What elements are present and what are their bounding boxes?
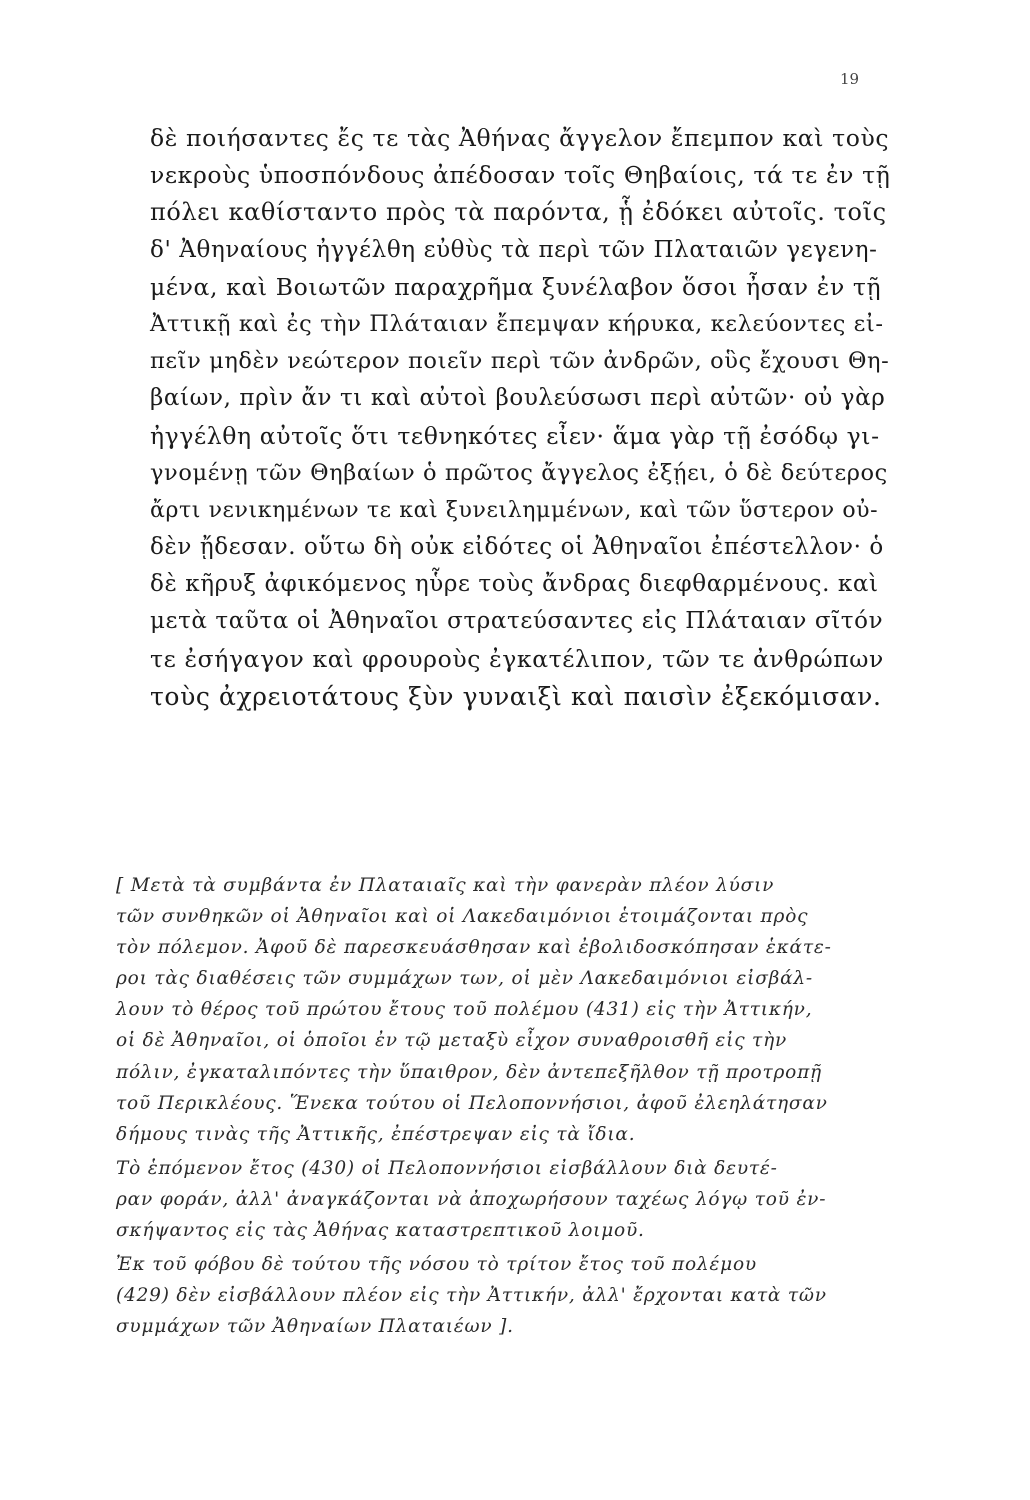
commentary-section (116, 870, 916, 1342)
commentary-line: [ Μετὰ τὰ συμβάντα ἐν Πλαταιαῖς καὶ τὴν φανερὰν πλέον λύσιν (116, 875, 775, 896)
main-text-line: βαίων, πρὶν ἄν τι καὶ αὐτοὶ βουλεύσωσι περὶ αὐτῶν· οὐ γὰρ (150, 385, 886, 412)
commentary-line: τῶν συνθηκῶν οἱ Ἀθηναῖοι καὶ οἱ Λακεδαιμόνιοι ἑτοιμάζονται πρὸς (116, 906, 809, 928)
commentary-line: Τὸ ἑπόμενον ἔτος (430) οἱ Πελοποννήσιοι εἰσβάλλουν διὰ δευτέ- (116, 1157, 778, 1179)
commentary-line: τοῦ Περικλέους. Ἕνεκα τούτου οἱ Πελοποννήσιοι, ἀφοῦ ἐλεηλάτησαν (116, 1092, 828, 1114)
commentary-paragraph-3 (116, 1249, 916, 1342)
commentary-line: (429) δὲν εἰσβάλλουν πλέον εἰς τὴν Ἀττικήν, ἀλλ' ἔρχονται κατὰ τῶν (116, 1285, 827, 1307)
main-text-line: νεκροὺς ὑποσπόνδους ἀπέδοσαν τοῖς Θηβαίοις, τά τε ἐν τῇ (150, 161, 891, 190)
main-text-line: ἄρτι νενικημένων τε καὶ ξυνειλημμένων, καὶ τῶν ὕστερον οὐ- (150, 497, 879, 523)
main-text-line: δὲν ᾔδεσαν. οὕτω δὴ οὐκ εἰδότες οἱ Ἀθηναῖοι ἐπέστελλον· ὁ (150, 534, 884, 561)
main-text-line: δὲ κῆρυξ ἀφικόμενος ηὗρε τοὺς ἄνδρας διεφθαρμένους. καὶ (150, 571, 879, 598)
commentary-line: οἱ δὲ Ἀθηναῖοι, οἱ ὁποῖοι ἐν τῷ μεταξὺ εἶχον συναθροισθῆ εἰς τὴν (116, 1030, 788, 1052)
main-text-line: ἠγγέλθη αὐτοῖς ὅτι τεθνηκότες εἶεν· ἅμα γὰρ τῇ ἐσόδῳ γι- (150, 421, 880, 450)
commentary-paragraph-1 (116, 870, 916, 1150)
commentary-line: ραν φοράν, ἀλλ' ἀναγκάζονται νὰ ἀποχωρήσουν ταχέως λόγῳ τοῦ ἐν- (116, 1188, 827, 1210)
commentary-line: συμμάχων τῶν Ἀθηναίων Πλαταιέων ]. (116, 1316, 514, 1338)
commentary-line: τὸν πόλεμον. Ἀφοῦ δὲ παρεσκευάσθησαν καὶ ἐβολιδοσκόπησαν ἑκάτε- (116, 937, 832, 959)
commentary-line: λουν τὸ θέρος τοῦ πρώτου ἔτους τοῦ πολέμου (431) εἰς τὴν Ἀττικήν, (116, 999, 813, 1021)
main-text-line: γνομένῃ τῶν Θηβαίων ὁ πρῶτος ἄγγελος ἐξῄει, ὁ δὲ δεύτερος (150, 459, 888, 486)
commentary-paragraph-2 (116, 1153, 916, 1246)
main-text-line: δ' Ἀθηναίους ἠγγέλθη εὐθὺς τὰ περὶ τῶν Πλαταιῶν γεγενη- (150, 236, 878, 263)
commentary-line: ροι τὰς διαθέσεις τῶν συμμάχων των, οἱ μὲν Λακεδαιμόνιοι εἰσβάλ- (116, 968, 813, 990)
commentary-line: σκήψαντος εἰς τὰς Ἀθήνας καταστρεπτικοῦ λοιμοῦ. (116, 1220, 645, 1242)
page-number: 19 (840, 70, 860, 88)
main-text-line: μετὰ ταῦτα οἱ Ἀθηναῖοι στρατεύσαντες εἰς Πλάταιαν σῖτόν (150, 608, 884, 635)
main-text-line: τε ἐσήγαγον καὶ φρουροὺς ἐγκατέλιπον, τῶν τε ἀνθρώπων (150, 644, 884, 673)
main-text-line: πόλει καθίσταντο πρὸς τὰ παρόντα, ᾗ ἐδόκει αὐτοῖς. τοῖς (150, 198, 887, 227)
main-greek-text (150, 120, 890, 715)
main-text-line: μένα, καὶ Βοιωτῶν παραχρῆμα ξυνέλαβον ὅσοι ἦσαν ἐν τῇ (150, 272, 882, 301)
main-text-line: πεῖν μηδὲν νεώτερον ποιεῖν περὶ τῶν ἀνδρῶν, οὓς ἔχουσι Θη- (150, 348, 890, 375)
main-text-line: Ἀττικῇ καὶ ἐς τὴν Πλάταιαν ἔπεμψαν κήρυκα, κελεύοντες εἰ- (150, 310, 884, 337)
commentary-line: δήμους τινὰς τῆς Ἀττικῆς, ἐπέστρεψαν εἰς τὰ ἴδια. (116, 1123, 636, 1145)
main-text-line: τοὺς ἀχρειοτάτους ξὺν γυναιξὶ καὶ παισὶν ἐξεκόμισαν. (150, 681, 882, 711)
commentary-line: Ἐκ τοῦ φόβου δὲ τούτου τῆς νόσου τὸ τρίτον ἔτος τοῦ πολέμου (116, 1254, 757, 1276)
main-text-line: δὲ ποιήσαντες ἔς τε τὰς Ἀθήνας ἄγγελον ἔπεμπον καὶ τοὺς (150, 124, 890, 152)
commentary-line: πόλιν, ἐγκαταλιπόντες τὴν ὕπαιθρον, δὲν ἀντεπεξῆλθον τῇ προτροπῇ (116, 1061, 822, 1083)
